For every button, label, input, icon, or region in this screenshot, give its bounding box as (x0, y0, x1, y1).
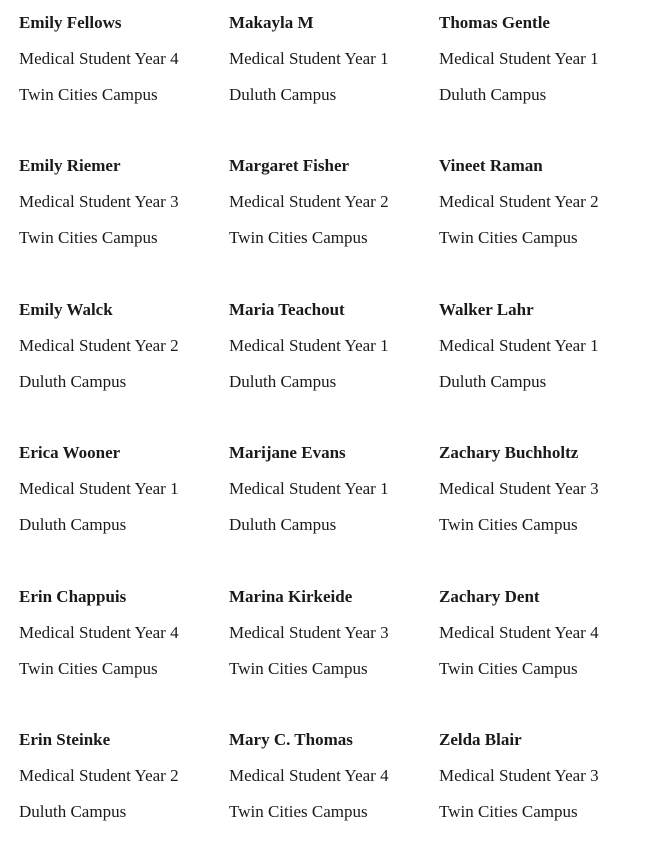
person-card (19, 300, 219, 392)
person-card (19, 730, 219, 822)
person-card (229, 300, 429, 392)
person-campus: Duluth Campus (439, 85, 547, 104)
person-role: Medical Student Year 3 (229, 623, 389, 642)
person-campus: Duluth Campus (439, 372, 547, 391)
person-name[interactable]: Margaret Fisher (229, 156, 350, 175)
person-name[interactable]: Zachary Buchholtz (439, 443, 579, 462)
person-campus: Duluth Campus (19, 515, 127, 534)
person-role: Medical Student Year 1 (439, 336, 599, 355)
person-role: Medical Student Year 3 (19, 192, 179, 211)
person-role: Medical Student Year 2 (439, 192, 599, 211)
person-name[interactable]: Emily Walck (19, 300, 113, 319)
person-card (229, 156, 429, 248)
person-role: Medical Student Year 3 (439, 766, 599, 785)
person-card (229, 443, 429, 535)
person-name[interactable]: Maria Teachout (229, 300, 345, 319)
person-role: Medical Student Year 1 (229, 479, 389, 498)
person-card (439, 443, 639, 535)
person-campus: Twin Cities Campus (439, 802, 578, 821)
person-name[interactable]: Marina Kirkeide (229, 587, 353, 606)
person-card (19, 443, 219, 535)
person-name[interactable]: Erica Wooner (19, 443, 121, 462)
person-campus: Duluth Campus (229, 85, 337, 104)
person-role: Medical Student Year 2 (229, 192, 389, 211)
person-role: Medical Student Year 4 (19, 49, 179, 68)
person-campus: Twin Cities Campus (229, 802, 368, 821)
person-card (19, 587, 219, 679)
person-name[interactable]: Marijane Evans (229, 443, 346, 462)
person-role: Medical Student Year 2 (19, 336, 179, 355)
person-name[interactable]: Thomas Gentle (439, 13, 550, 32)
person-card (439, 587, 639, 679)
person-name[interactable]: Zachary Dent (439, 587, 540, 606)
person-campus: Twin Cities Campus (19, 85, 158, 104)
person-campus: Twin Cities Campus (439, 515, 578, 534)
person-card (439, 13, 639, 105)
person-card (229, 587, 429, 679)
person-card (229, 13, 429, 105)
person-name[interactable]: Erin Steinke (19, 730, 111, 749)
person-role: Medical Student Year 4 (19, 623, 179, 642)
person-campus: Twin Cities Campus (229, 659, 368, 678)
person-campus: Twin Cities Campus (229, 228, 368, 247)
person-name[interactable]: Mary C. Thomas (229, 730, 353, 749)
person-card (229, 730, 429, 822)
person-card (19, 156, 219, 248)
person-card (439, 156, 639, 248)
person-role: Medical Student Year 1 (19, 479, 179, 498)
person-name[interactable]: Emily Riemer (19, 156, 121, 175)
person-card (19, 13, 219, 105)
person-campus: Twin Cities Campus (19, 659, 158, 678)
person-name[interactable]: Emily Fellows (19, 13, 122, 32)
person-role: Medical Student Year 3 (439, 479, 599, 498)
person-name[interactable]: Zelda Blair (439, 730, 522, 749)
person-card (439, 300, 639, 392)
person-role: Medical Student Year 2 (19, 766, 179, 785)
person-campus: Duluth Campus (19, 372, 127, 391)
person-campus: Duluth Campus (229, 372, 337, 391)
person-campus: Twin Cities Campus (19, 228, 158, 247)
person-campus: Duluth Campus (19, 802, 127, 821)
person-role: Medical Student Year 4 (439, 623, 599, 642)
person-name[interactable]: Walker Lahr (439, 300, 534, 319)
person-campus: Twin Cities Campus (439, 228, 578, 247)
person-name[interactable]: Erin Chappuis (19, 587, 127, 606)
person-name[interactable]: Vineet Raman (439, 156, 543, 175)
person-campus: Twin Cities Campus (439, 659, 578, 678)
person-role: Medical Student Year 1 (229, 49, 389, 68)
person-role: Medical Student Year 1 (229, 336, 389, 355)
person-role: Medical Student Year 4 (229, 766, 389, 785)
person-card (439, 730, 639, 822)
person-campus: Duluth Campus (229, 515, 337, 534)
person-name[interactable]: Makayla M (229, 13, 314, 32)
person-role: Medical Student Year 1 (439, 49, 599, 68)
